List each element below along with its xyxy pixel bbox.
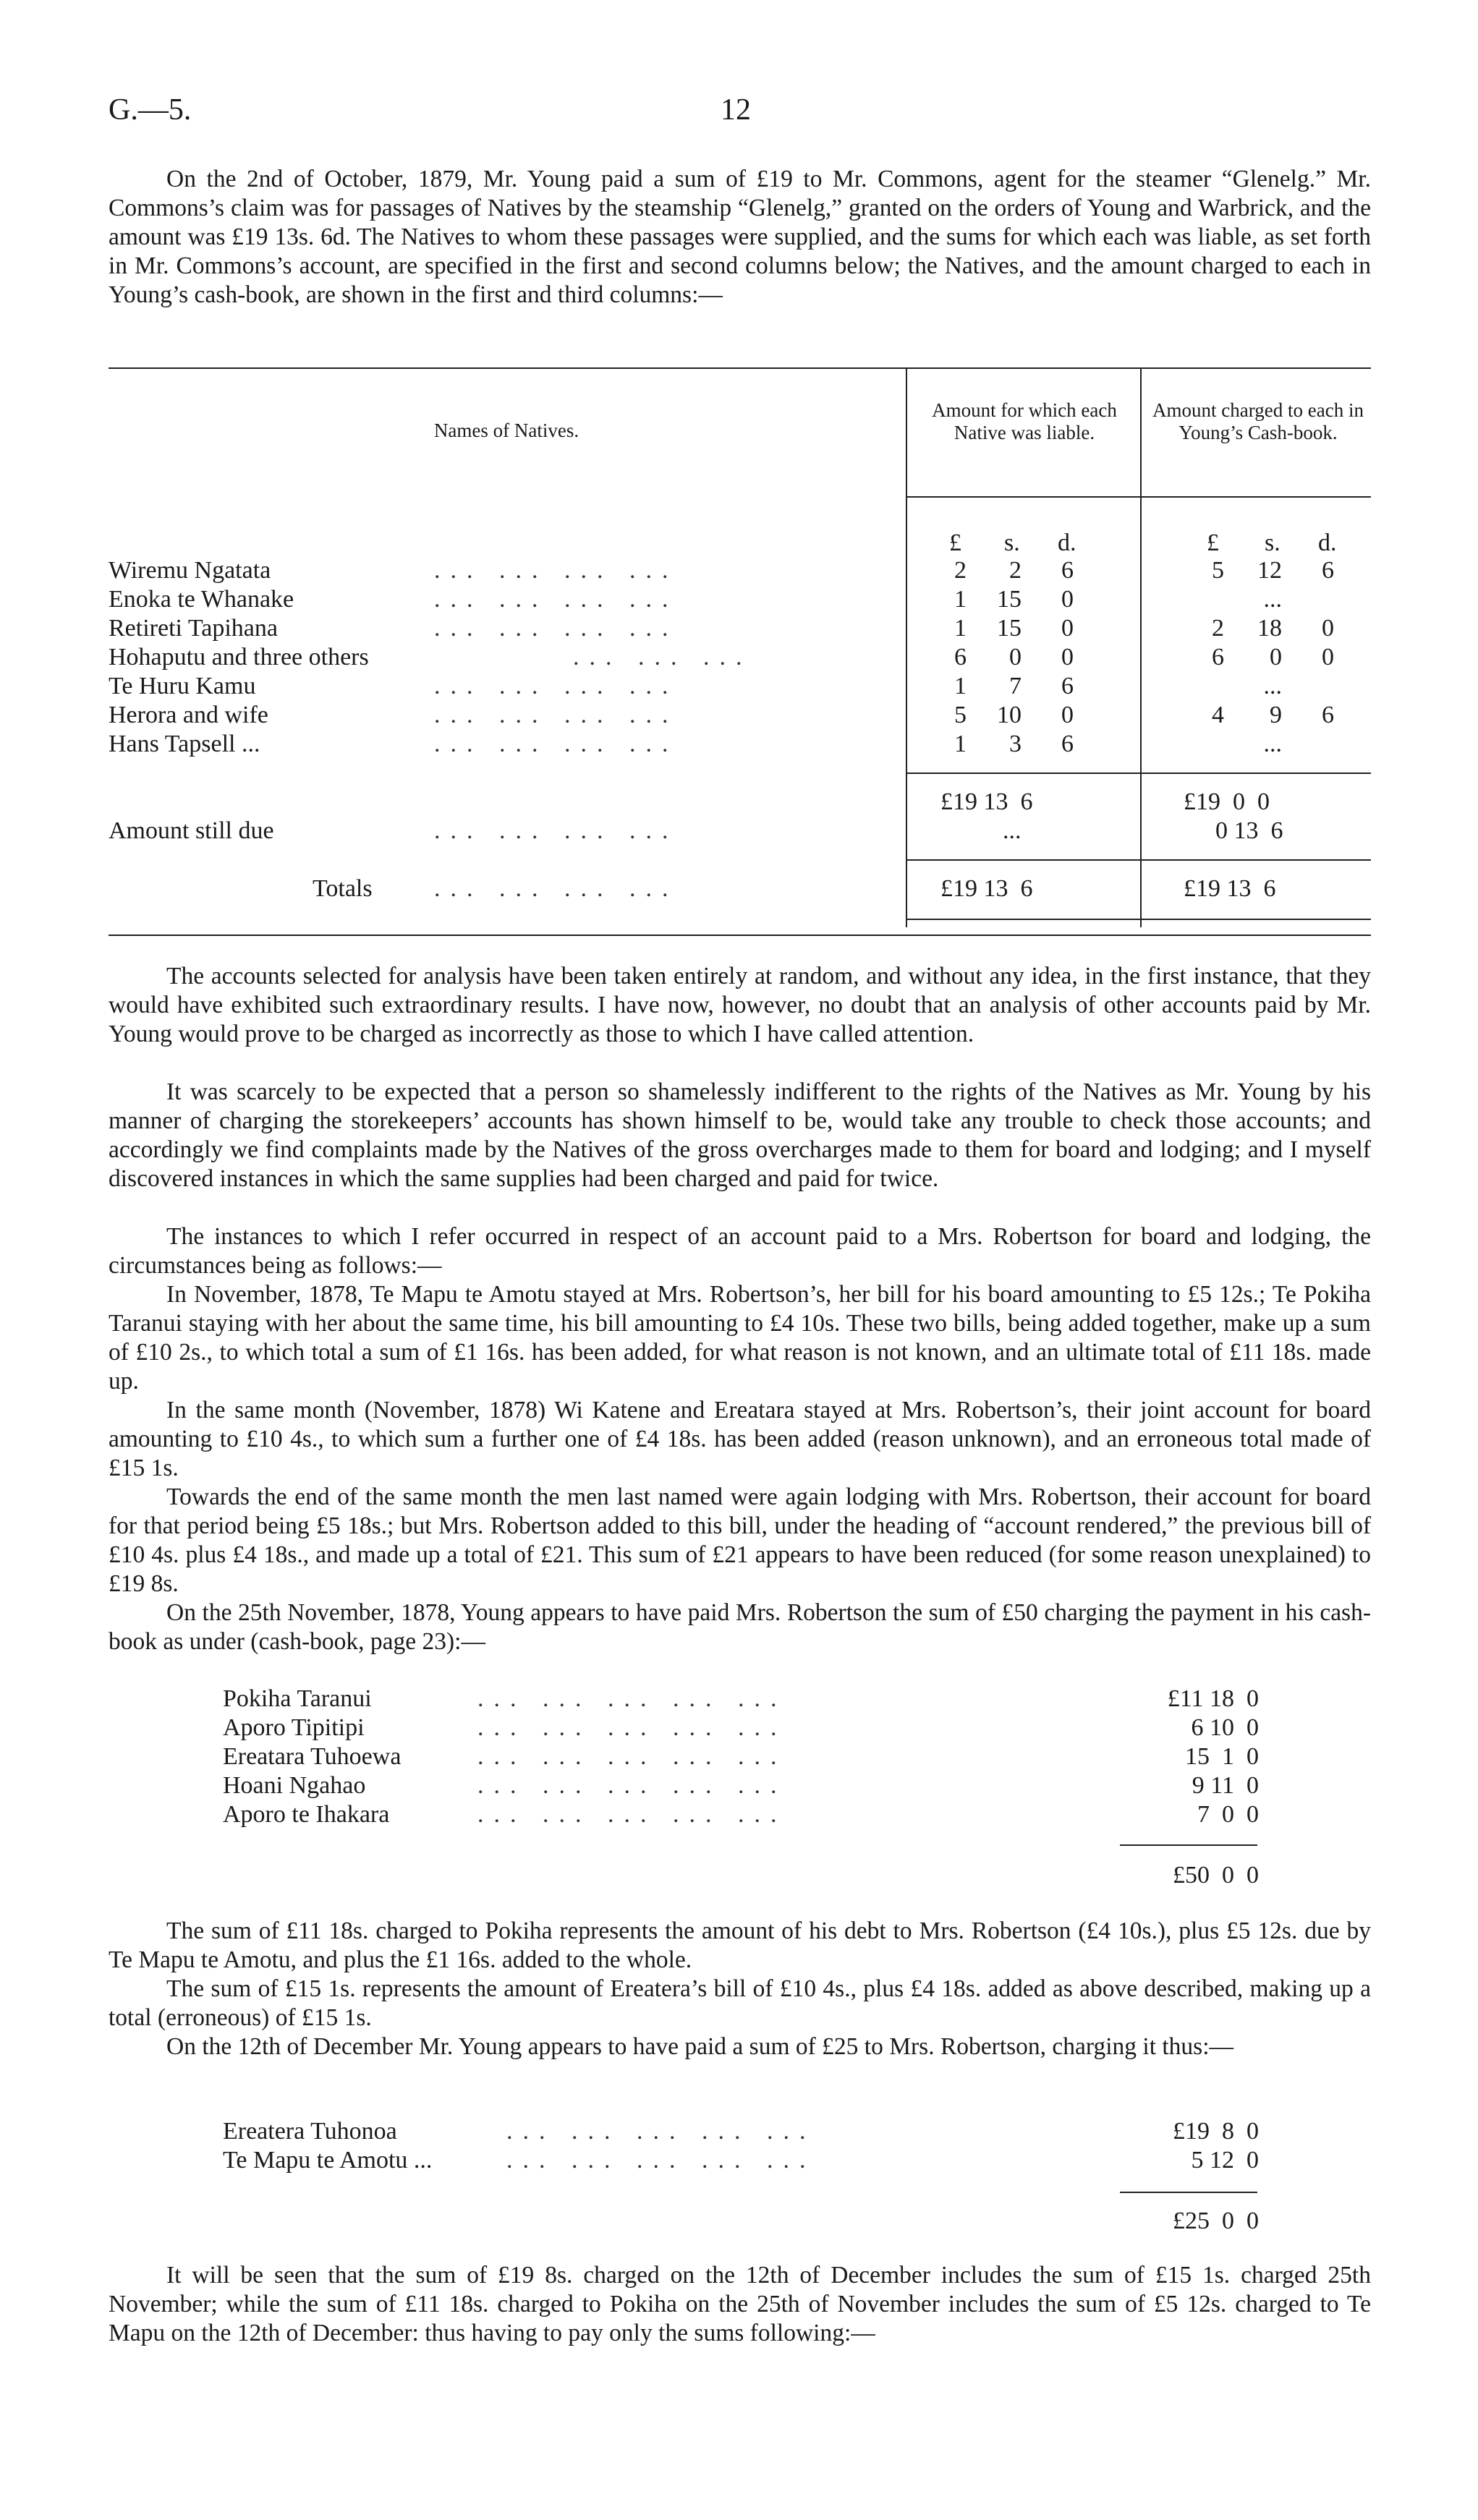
paragraph-ereatara-sum: The sum of £15 1s. represents the amount of Ereatera’s bill of £10 4s., plus £4 18s. added as above described, making up a total (erroneous) of £15 1s. — [109, 1975, 1371, 2031]
ledger-total: £25 0 0 — [1173, 2208, 1259, 2234]
leader-dots: ... ... ... ... — [434, 875, 679, 902]
table-top-rule — [109, 367, 1371, 369]
liable-shillings: 15 — [997, 615, 1022, 642]
liable-pence: 0 — [1061, 644, 1074, 671]
charged-shillings: 18 — [1257, 615, 1282, 642]
table-divider-2 — [1140, 369, 1142, 927]
charged-pounds: 6 — [1212, 644, 1224, 671]
unit-shillings-1: s. — [1004, 529, 1020, 556]
ledger-name: Hoani Ngahao — [223, 1772, 366, 1799]
ledger-amount: 6 10 0 — [1191, 1714, 1259, 1741]
leader-dots: ... ... ... ... — [434, 817, 679, 844]
ledger-name: Ereatara Tuhoewa — [223, 1743, 402, 1770]
still-due-label: Amount still due — [109, 817, 274, 844]
liable-shillings: 2 — [1009, 557, 1022, 584]
ledger-amount: 15 1 0 — [1185, 1743, 1259, 1770]
unit-pounds-2: £ — [1207, 529, 1219, 556]
native-name: Hans Tapsell ... — [109, 731, 260, 757]
leader-dots: ... ... ... ... ... — [477, 1685, 787, 1712]
leader-dots: ... ... ... ... ... — [506, 2118, 816, 2145]
ledger-total-rule — [1120, 2192, 1257, 2193]
unit-shillings-2: s. — [1265, 529, 1280, 556]
leader-dots: ... ... ... ... ... — [477, 1772, 787, 1799]
ledger-amount: £11 18 0 — [1167, 1685, 1259, 1712]
liable-pounds: 6 — [954, 644, 967, 671]
charged-shillings: ... — [1263, 586, 1282, 613]
liable-pounds: 1 — [954, 586, 967, 613]
charged-pence: 0 — [1322, 615, 1334, 642]
ledger-amount: £19 8 0 — [1173, 2118, 1259, 2145]
unit-pence-1: d. — [1058, 529, 1076, 556]
unit-pence-2: d. — [1318, 529, 1337, 556]
leader-dots: ... ... ... ... — [434, 557, 679, 584]
paragraph-wi-katene: In the same month (November, 1878) Wi Katene and Ereatara stayed at Mrs. Robertson’s, their joint account for board amounting to £10 4s., to which sum a further one of £4 18s. has been added (reason unknown), and an erroneous total made of £15 1s. — [109, 1397, 1371, 1481]
still-due-charged: 0 13 6 — [1215, 817, 1283, 844]
totals-label: Totals — [313, 875, 373, 902]
header-under-rule — [906, 496, 1371, 498]
still-due-liable: ... — [1003, 817, 1022, 844]
totals-charged: £19 13 6 — [1184, 875, 1276, 902]
charged-shillings: 12 — [1257, 557, 1282, 584]
charged-pence: 6 — [1322, 702, 1334, 728]
charged-pounds: 2 — [1212, 615, 1224, 642]
paragraph-november-1878: In November, 1878, Te Mapu te Amotu stayed at Mrs. Robertson’s, her bill for his board amounting to £5 12s.; Te Pokiha Taranui staying with her about the same time, his bill amounting to £4 10s. These two bills, being added together, make up a sum of £10 2s., to which total a sum of £1 16s. has been added, for what reason is not known, and an ultimate total of £11 18s. made up. — [109, 1281, 1371, 1395]
liable-pounds: 1 — [954, 615, 967, 642]
leader-dots: ... ... ... ... — [434, 731, 679, 757]
leader-dots: ... ... ... — [573, 644, 752, 671]
leader-dots: ... ... ... ... ... — [477, 1743, 787, 1770]
ledger-total: £50 0 0 — [1173, 1862, 1259, 1889]
header-names: Names of Natives. — [433, 420, 579, 441]
liable-shillings: 15 — [997, 586, 1022, 613]
ledger-total-rule — [1120, 1844, 1257, 1846]
liable-pounds: 5 — [954, 702, 967, 728]
native-name: Enoka te Whanake — [109, 586, 294, 613]
charged-shillings: 9 — [1270, 702, 1282, 728]
liable-shillings: 0 — [1009, 644, 1022, 671]
paragraph-12th-december: On the 12th of December Mr. Young appears to have paid a sum of £25 to Mrs. Robertson, charging it thus:— — [166, 2033, 1234, 2060]
native-name: Retireti Tapihana — [109, 615, 278, 642]
liable-shillings: 10 — [997, 702, 1022, 728]
paragraph-end-of-month: Towards the end of the same month the men last named were again lodging with Mrs. Robertson, their account for board for that period being £5 18s.; but Mrs. Robertson added to this bill, under the heading of “account rendered,” the previous bill of £10 4s. plus £4 18s., and made up a total of £21. This sum of £21 appears to have been reduced (for some reason unexplained) to £19 8s. — [109, 1484, 1371, 1597]
leader-dots: ... ... ... ... ... — [477, 1801, 787, 1828]
charged-pence: 0 — [1322, 644, 1334, 671]
leader-dots: ... ... ... ... — [434, 615, 679, 642]
liable-pence: 6 — [1061, 673, 1074, 699]
ledger-amount: 9 11 0 — [1192, 1772, 1259, 1799]
leader-dots: ... ... ... ... ... — [506, 2147, 816, 2174]
ledger-amount: 7 0 0 — [1197, 1801, 1259, 1828]
liable-pounds: 2 — [954, 557, 967, 584]
totals-liable: £19 13 6 — [940, 875, 1033, 902]
paragraph-25th-november: On the 25th November, 1878, Young appears to have paid Mrs. Robertson the sum of £50 charging the payment in his cash-book as under (cash-book, page 23):— — [109, 1599, 1371, 1655]
native-name: Wiremu Ngatata — [109, 557, 271, 584]
liable-pence: 0 — [1061, 702, 1074, 728]
leader-dots: ... ... ... ... — [434, 586, 679, 613]
totals-under-rule — [906, 919, 1371, 920]
ledger-name: Aporo Tipitipi — [223, 1714, 365, 1741]
paragraph-complaints: It was scarcely to be expected that a person so shamelessly indifferent to the rights of the Natives as Mr. Young by his manner of charging the storekeepers’ accounts has shown himself to be, would take any trouble to check those accounts; and accordingly we find complaints made by the Natives of the gross overcharges made to them for board and lodging; and I myself discovered instances in which the same supplies had been charged and paid for twice. — [109, 1078, 1371, 1192]
paragraph-instances: The instances to which I refer occurred in respect of an account paid to a Mrs. Robertson for board and lodging, the circumstances being as follows:— — [109, 1223, 1371, 1279]
charged-shillings: 0 — [1270, 644, 1282, 671]
paragraph-pokiha-sum: The sum of £11 18s. charged to Pokiha represents the amount of his debt to Mrs. Robertson (£4 10s.), plus £5 12s. due by Te Mapu te Amotu, and plus the £1 16s. added to the whole. — [109, 1917, 1371, 1973]
ledger-name: Pokiha Taranui — [223, 1685, 372, 1712]
intro-paragraph: On the 2nd of October, 1879, Mr. Young paid a sum of £19 to Mr. Commons, agent for the steamer “Glenelg.” Mr. Commons’s claim was for passages of Natives by the steamship “Glenelg,” granted on the orders of Young and Warbrick, and the amount was £19 13s. 6d. The Natives to whom these passages were supplied, and the sums for which each was liable, as set forth in Mr. Commons’s account, are specified in the first and second columns below; the Natives, and the amount charged to each in Young’s cash-book, are shown in the first and third columns:— — [109, 166, 1371, 308]
leader-dots: ... ... ... ... — [434, 673, 679, 699]
leader-dots: ... ... ... ... — [434, 702, 679, 728]
table-bottom-rule — [109, 935, 1371, 936]
native-name: Hohaputu and three others — [109, 644, 369, 671]
subtotal-rule — [906, 772, 1371, 774]
liable-shillings: 7 — [1009, 673, 1022, 699]
subtotal-charged: £19 0 0 — [1184, 788, 1270, 815]
subtotal-liable: £19 13 6 — [940, 788, 1033, 815]
totals-rule — [906, 859, 1371, 861]
document-reference: G.—5. — [109, 93, 192, 127]
native-name: Herora and wife — [109, 702, 268, 728]
native-name: Te Huru Kamu — [109, 673, 256, 699]
unit-pounds-1: £ — [949, 529, 961, 556]
charged-pence: 6 — [1322, 557, 1334, 584]
charged-shillings: ... — [1263, 673, 1282, 699]
liable-pounds: 1 — [954, 673, 967, 699]
liable-pounds: 1 — [954, 731, 967, 757]
liable-pence: 0 — [1061, 615, 1074, 642]
liable-pence: 6 — [1061, 557, 1074, 584]
ledger-name: Aporo te Ihakara — [223, 1801, 390, 1828]
charged-pounds: 5 — [1212, 557, 1224, 584]
ledger-amount: 5 12 0 — [1191, 2147, 1259, 2174]
charged-shillings: ... — [1263, 731, 1282, 757]
liable-shillings: 3 — [1009, 731, 1022, 757]
header-charged: Amount charged to each in Young’s Cash-book. — [1152, 399, 1364, 443]
liable-pence: 0 — [1061, 586, 1074, 613]
page-number: 12 — [721, 93, 751, 127]
header-liable: Amount for which each Native was liable. — [932, 399, 1117, 443]
charged-pounds: 4 — [1212, 702, 1224, 728]
paragraph-analysis: The accounts selected for analysis have been taken entirely at random, and without any idea, in the first instance, that they would have exhibited such extraordinary results. I have now, however, no doubt that an analysis of other accounts paid by Mr. Young would prove to be charged as incorrectly as those to which I have called attention. — [109, 963, 1371, 1047]
liable-pence: 6 — [1061, 731, 1074, 757]
ledger-name: Ereatera Tuhonoa — [223, 2118, 397, 2145]
closing-paragraph: It will be seen that the sum of £19 8s. charged on the 12th of December includes the sum of £15 1s. charged 25th November; while the sum of £11 18s. charged to Pokiha on the 25th of November includes the sum of £5 12s. charged to Te Mapu on the 12th of December: thus having to pay only the sums following:— — [109, 2262, 1371, 2346]
leader-dots: ... ... ... ... ... — [477, 1714, 787, 1741]
table-divider-1 — [906, 369, 907, 927]
ledger-name: Te Mapu te Amotu ... — [223, 2147, 433, 2174]
